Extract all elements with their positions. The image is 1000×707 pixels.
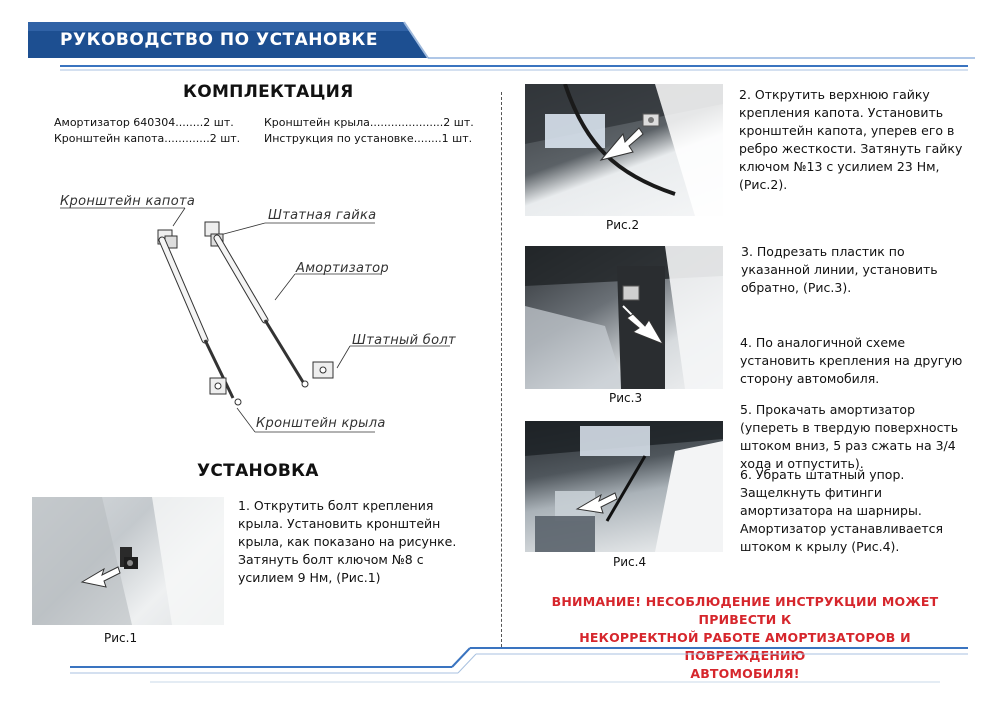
warning-line-3: АВТОМОБИЛЯ! [690, 666, 800, 681]
figure-2-photo [525, 84, 723, 216]
label-std-nut: Штатная гайка [268, 208, 377, 223]
kit-item-shock: Амортизатор 640304........2 шт. [54, 116, 234, 129]
warning-line-2: НЕКОРРЕКТНОЙ РАБОТЕ АМОРТИЗАТОРОВ И ПОВРЕЖДЕНИЮ [579, 630, 911, 663]
step-3: 3. Подрезать пластик по указанной линии, установить обратно, (Рис.3). [741, 244, 938, 295]
parts-diagram [55, 190, 475, 440]
figure-3-photo [525, 246, 723, 389]
step-5: 5. Прокачать амортизатор (упереть в твердую поверхность штоком вниз, 5 раз сжать на 3/4 хода и отпустить). [740, 402, 959, 471]
kit-item-hood-bracket: Кронштейн капота.............2 шт. [54, 132, 241, 145]
step-6: 6. Убрать штатный упор. Защелкнуть фитинги амортизатора на шарниры. Амортизатор устанавливается штоком к крылу (Рис.4). [740, 467, 944, 554]
figure-4-photo [525, 421, 723, 552]
figure-2-caption: Рис.2 [606, 218, 640, 232]
shock-absorber-right [205, 222, 333, 387]
label-wing-bracket: Кронштейн крыла [256, 416, 386, 431]
step-2: 2. Открутить верхнюю гайку крепления капота. Установить кронштейн капота, уперев его в ребро жесткости. Затянуть гайку ключом №13 с усилием 23 Нм, (Рис.2). [739, 87, 963, 192]
kit-item-manual: Инструкция по установке........1 шт. [264, 132, 473, 145]
warning-line-1: ВНИМАНИЕ! НЕСОБЛЮДЕНИЕ ИНСТРУКЦИИ МОЖЕТ ПРИВЕСТИ К [551, 594, 939, 627]
label-hood-bracket: Кронштейн капота [60, 194, 196, 209]
step-1: 1. Открутить болт крепления крыла. Установить кронштейн крыла, как показано на рисунке. Затянуть болт ключом №8 с усилием 9 Нм, (Рис.1) [238, 498, 457, 585]
column-divider [501, 92, 502, 647]
figure-4-caption: Рис.4 [613, 555, 647, 569]
label-shock: Амортизатор [296, 261, 389, 276]
kit-heading: КОМПЛЕКТАЦИЯ [183, 82, 354, 102]
figure-1-caption: Рис.1 [104, 631, 138, 645]
step-4: 4. По аналогичной схеме установить крепления на другую сторону автомобиля. [740, 335, 963, 386]
label-std-bolt: Штатный болт [352, 333, 456, 348]
install-heading: УСТАНОВКА [197, 461, 319, 481]
kit-item-wing-bracket: Кронштейн крыла.....................2 шт. [264, 116, 474, 129]
figure-3-caption: Рис.3 [609, 391, 643, 405]
figure-1-photo [32, 497, 224, 625]
footer-decoration [0, 640, 1000, 707]
page-title: РУКОВОДСТВО ПО УСТАНОВКЕ [60, 30, 378, 50]
